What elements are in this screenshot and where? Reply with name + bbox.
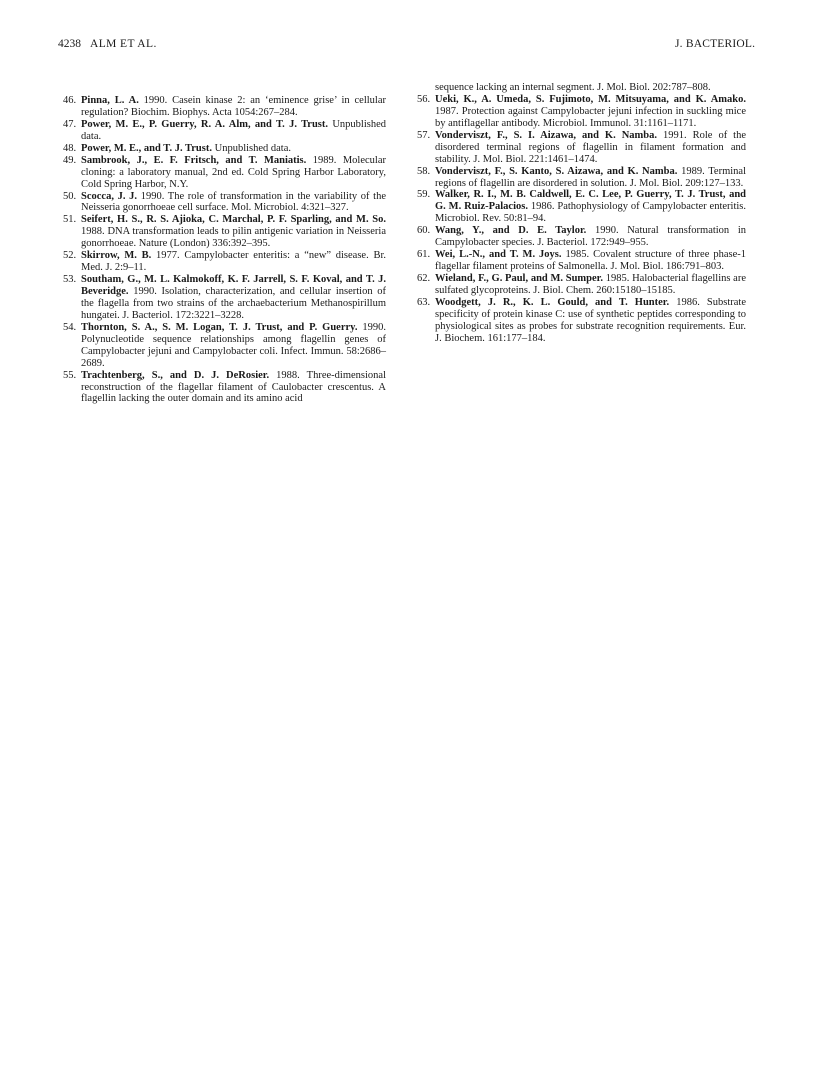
reference-continuation: sequence lacking an internal segment. J. Mol. Biol. 202:787–808. <box>435 82 711 93</box>
reference-number: 46. <box>63 95 77 106</box>
reference-text: 1991. Role of the disordered terminal regions of flagellin in filament formation and stability. J. Mol. Biol. 221:1461–1474. <box>435 129 747 165</box>
reference-authors: Vonderviszt, F., S. Kanto, S. Aizawa, and K. Namba. <box>435 165 678 177</box>
reference-number: 50. <box>63 190 77 202</box>
reference-item <box>64 191 386 215</box>
reference-text: 1990. Natural transformation in Campylobacter species. J. Bacteriol. 172:949–955. <box>435 225 747 249</box>
reference-authors: Walker, R. I., M. B. Caldwell, E. C. Lee, P. Guerry, T. J. Trust, and G. M. Ruiz-Palacios. <box>435 189 746 213</box>
reference-text: 1990. Isolation, characterization, and cellular insertion of the flagella from two strains of the archaebacterium Methanospirillum hungatei. J. Bacteriol. 172:3221–3228. <box>81 286 386 321</box>
running-head-authors: ALM ET AL. <box>90 38 157 50</box>
reference-text: 1987. Protection against Campylobacter jejuni infection in suckling mice by antiflagellar antibody. Microbiol. Immunol. 31:1161–1171. <box>435 105 746 129</box>
reference-item <box>418 166 746 190</box>
reference-item <box>64 274 386 322</box>
page-number: 4238 <box>58 38 81 50</box>
reference-item <box>418 189 746 225</box>
reference-number: 60. <box>417 225 431 237</box>
reference-text: 1989. Molecular cloning: a laboratory manual, 2nd ed. Cold Spring Harbor Laboratory, Cold Spring Harbor, N.Y. <box>81 154 386 190</box>
reference-item <box>64 155 386 191</box>
reference-number: 54. <box>63 321 77 333</box>
reference-authors: Sambrook, J., E. F. Fritsch, and T. Maniatis. <box>81 154 307 166</box>
reference-number: 53. <box>63 274 77 286</box>
reference-item <box>418 249 746 273</box>
reference-item <box>64 250 386 274</box>
reference-item <box>418 297 746 345</box>
reference-text: Unpublished data. <box>81 118 386 142</box>
reference-text: 1989. Terminal regions of flagellin are disordered in solution. J. Mol. Biol. 209:127–133. <box>435 165 746 189</box>
reference-number: 63. <box>417 296 431 308</box>
reference-text: 1988. Three-dimensional reconstruction of the flagellar filament of Caulobacter crescentus. A flagellin lacking the outer domain and its amino acid <box>81 369 386 405</box>
reference-authors: Southam, G., M. L. Kalmokoff, K. F. Jarrell, S. F. Koval, and T. J. Beveridge. <box>81 274 386 297</box>
reference-authors: Power, M. E., P. Guerry, R. A. Alm, and T. J. Trust. <box>81 118 329 130</box>
reference-authors: Power, M. E., and T. J. Trust. <box>81 142 212 154</box>
reference-number: 52. <box>63 250 77 262</box>
running-head-journal: J. BACTERIOL. <box>675 38 756 50</box>
reference-number: 57. <box>417 129 431 141</box>
reference-item <box>418 225 746 249</box>
reference-authors: Wei, L.-N., and T. M. Joys. <box>435 249 562 261</box>
reference-number: 56. <box>417 93 431 105</box>
reference-number: 62. <box>417 273 431 284</box>
reference-authors: Skirrow, M. B. <box>81 250 152 262</box>
reference-text: 1990. Casein kinase 2: an ‘eminence grise’ in cellular regulation? Biochim. Biophys. Acta 1054:267–284. <box>81 95 386 118</box>
reference-item <box>64 214 386 250</box>
reference-text: 1990. Polynucleotide sequence relationships among flagellin genes of Campylobacter jejuni and Campylobacter coli. Infect. Immun. 58:2686–2689. <box>81 321 386 369</box>
reference-text: 1988. DNA transformation leads to pilin antigenic variation in Neisseria gonorrhoeae. Nature (London) 336:392–395. <box>81 226 386 250</box>
reference-authors: Wang, Y., and D. E. Taylor. <box>435 225 587 237</box>
reference-number: 49. <box>63 154 77 166</box>
reference-authors: Woodgett, J. R., K. L. Gould, and T. Hunter. <box>435 296 670 308</box>
reference-item <box>64 143 386 155</box>
reference-authors: Pinna, L. A. <box>81 95 139 106</box>
reference-text: 1985. Covalent structure of three phase-1 flagellar filament proteins of Salmonella. J. Mol. Biol. 186:791–803. <box>435 249 747 273</box>
reference-text: Unpublished data. <box>211 142 292 154</box>
reference-number: 61. <box>417 249 431 261</box>
reference-number: 47. <box>63 118 77 130</box>
reference-column-right <box>418 82 746 345</box>
reference-item <box>64 322 386 370</box>
reference-text: 1977. Campylobacter enteritis: a “new” disease. Br. Med. J. 2:9–11. <box>81 250 386 274</box>
reference-number: 51. <box>63 214 77 226</box>
reference-text: 1990. The role of transformation in the variability of the Neisseria gonorrhoeae cell surface. Mol. Microbiol. 4:321–327. <box>81 190 387 214</box>
reference-item <box>418 94 746 130</box>
reference-number: 59. <box>417 189 431 201</box>
reference-authors: Thornton, S. A., S. M. Logan, T. J. Trust, and P. Guerry. <box>81 321 358 333</box>
reference-number: 58. <box>417 165 431 177</box>
reference-item <box>418 273 746 297</box>
reference-number: 48. <box>63 142 77 154</box>
reference-column-left <box>64 95 386 405</box>
reference-item <box>64 95 386 119</box>
reference-text: 1986. Pathophysiology of Campylobacter enteritis. Microbiol. Rev. 50:81–94. <box>435 201 746 225</box>
reference-text: 1985. Halobacterial flagellins are sulfated glycoproteins. J. Biol. Chem. 260:15180–15185. <box>435 273 746 296</box>
reference-authors: Vonderviszt, F., S. I. Aizawa, and K. Namba. <box>435 129 658 141</box>
reference-authors: Seifert, H. S., R. S. Ajioka, C. Marchal, P. F. Sparling, and M. So. <box>81 214 386 226</box>
reference-item <box>64 370 386 406</box>
reference-authors: Scocca, J. J. <box>81 190 138 202</box>
reference-item <box>64 119 386 143</box>
reference-authors: Ueki, K., A. Umeda, S. Fujimoto, M. Mitsuyama, and K. Amako. <box>435 93 746 105</box>
reference-text: 1986. Substrate specificity of protein kinase C: use of synthetic peptides corresponding to physiological sites as probes for substrate recognition requirements. Eur. J. Biochem. 161:177–184. <box>435 296 746 344</box>
reference-authors: Trachtenberg, S., and D. J. DeRosier. <box>81 369 270 381</box>
reference-number: 55. <box>63 369 77 381</box>
reference-item <box>418 130 746 166</box>
reference-authors: Wieland, F., G. Paul, and M. Sumper. <box>435 273 603 284</box>
